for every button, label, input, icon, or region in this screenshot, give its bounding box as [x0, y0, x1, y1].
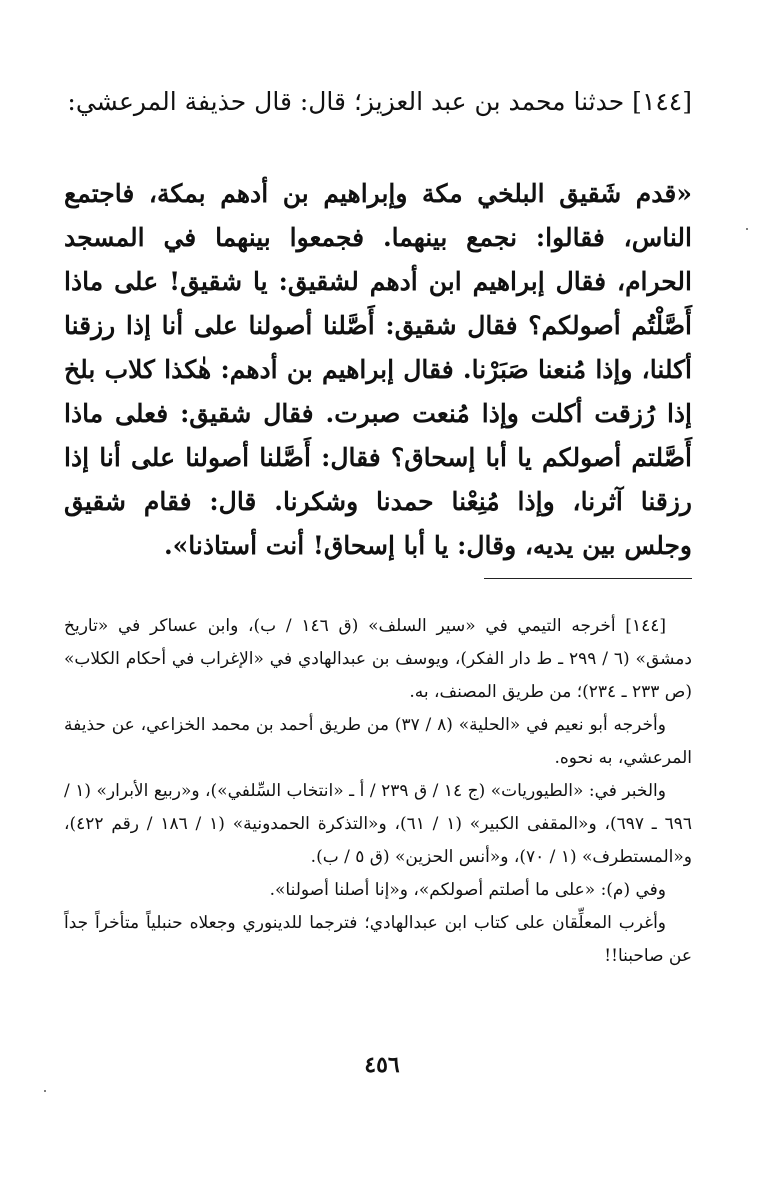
- footnote-remark: وأغرب المعلِّقان على كتاب ابن عبدالهادي؛ فترجما للدينوري وجعلاه حنبلياً متأخراً جداً عن صاحبنا!!: [64, 913, 692, 966]
- footnote-takhrij-2: وأخرجه أبو نعيم في «الحلية» (٨ / ٣٧) من طريق أحمد بن محمد الخزاعي، عن حذيفة المرعشي، به نحوه.: [64, 715, 692, 768]
- footnotes: [64, 610, 692, 973]
- scan-speck: [746, 228, 748, 230]
- footnote-variant: وفي (م): «على ما أصلتم أصولكم»، و«إنا أصلنا أصولنا».: [269, 880, 666, 900]
- narration-body: [64, 172, 692, 568]
- narration-text: «قدم شَقيق البلخي مكة وإبراهيم بن أدهم بمكة، فاجتمع الناس، فقالوا: نجمع بينهما. فجمعوا بينهما في المسجد الحرام، فقال إبراهيم ابن أدهم لشقيق: يا شقيق! على ماذا أَصَّلْتُم أصولكم؟ فقال شقيق: أَصَّلنا أصولنا على أنا إذا رزقنا أكلنا، وإذا مُنعنا صَبَرْنا. فقال إبراهيم بن أدهم: هٰكذا كلاب بلخ إذا رُزقت أكلت وإذا مُنعت صبرت. فقال شقيق: فعلى ماذا أَصَّلتم أصولكم يا أبا إسحاق؟ فقال: أَصَّلنا أصولنا على أنا إذا رزقنا آثرنا، وإذا مُنِعْنا حمدنا وشكرنا. قال: فقام شقيق وجلس بين يديه، وقال: يا أبا إسحاق! أنت أستاذنا».: [64, 179, 692, 560]
- page-number: ٤٥٦: [364, 1052, 400, 1078]
- isnad-paragraph: [64, 80, 692, 124]
- isnad-line: [64, 80, 692, 124]
- footnote-takhrij-1: [١٤٤] أخرجه التيمي في «سير السلف» (ق ١٤٦ / ب)، وابن عساكر في «تاريخ دمشق» (٦ / ٢٩٩ ـ ط دار الفكر)، ويوسف بن عبدالهادي في «الإغراب في أحكام الكلاب» (ص ٢٣٣ ـ ٢٣٤)؛ من طريق المصنف، به.: [64, 616, 692, 702]
- footnote-takhrij-3: والخبر في: «الطيوريات» (ج ١٤ / ق ٢٣٩ / أ ـ «انتخاب السِّلفي»)، و«ربيع الأبرار» (١ / ٦٩٦ ـ ٦٩٧)، و«المقفى الكبير» (١ / ٦١)، و«التذكرة الحمدونية» (١ / ١٨٦ / رقم ٤٢٢)، و«المستطرف» (١ / ٧٠)، و«أنس الحزين» (ق ٥ / ب).: [64, 781, 693, 867]
- scan-speck: [44, 1090, 46, 1092]
- isnad-chain-text: حدثنا محمد بن عبد العزيز؛ قال: قال حذيفة المرعشي:: [67, 87, 625, 116]
- narration-number: [١٤٤]: [632, 87, 692, 116]
- footnote-separator: [484, 578, 692, 579]
